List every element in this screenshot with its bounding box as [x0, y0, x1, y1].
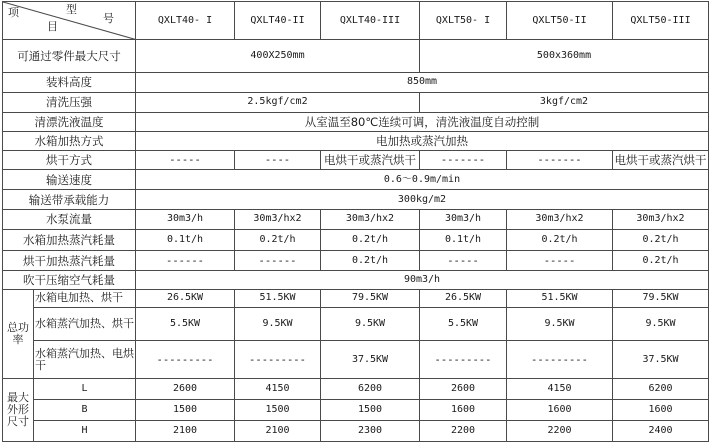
- row-dry-steam: [3, 251, 709, 271]
- value-cell: 2300: [321, 420, 420, 441]
- value-cell: 0.1t/h: [420, 229, 507, 251]
- value-cell: 9.5KW: [507, 308, 613, 341]
- value-cell: 0.2t/h: [613, 251, 709, 271]
- power-group-label: 总功率: [3, 289, 34, 379]
- value-cell: 1600: [613, 400, 709, 421]
- value-cell: 6200: [321, 379, 420, 400]
- value-cell: 5.5KW: [136, 308, 235, 341]
- value-cell: 30m3/h: [420, 209, 507, 229]
- value-cell: ---------: [136, 341, 235, 379]
- row-label: 吹干压缩空气耗量: [3, 271, 136, 290]
- value-cell: ---------: [507, 341, 613, 379]
- value-cell: -----: [136, 150, 235, 170]
- value-cell: 3kgf/cm2: [420, 92, 709, 112]
- value-cell: 30m3/hx2: [507, 209, 613, 229]
- row-label: 水箱蒸汽加热、烘干: [34, 308, 136, 341]
- model-header: QXLT40-II: [235, 2, 321, 40]
- row-dry-method: [3, 150, 709, 170]
- row-label: 烘干方式: [3, 150, 136, 170]
- row-label: 水箱加热方式: [3, 132, 136, 151]
- model-header: QXLT40-III: [321, 2, 420, 40]
- model-header: QXLT50-II: [507, 2, 613, 40]
- value-cell: 26.5KW: [420, 289, 507, 308]
- value-cell: 30m3/hx2: [321, 209, 420, 229]
- value-cell: ---------: [235, 341, 321, 379]
- value-cell: 2600: [420, 379, 507, 400]
- value-cell: 9.5KW: [613, 308, 709, 341]
- value-cell: 51.5KW: [235, 289, 321, 308]
- value-cell: 9.5KW: [321, 308, 420, 341]
- value-cell: -------: [507, 150, 613, 170]
- value-cell: 37.5KW: [613, 341, 709, 379]
- value-cell: 30m3/h: [136, 209, 235, 229]
- row-conveyor-capacity: [3, 190, 709, 210]
- value-cell: 79.5KW: [321, 289, 420, 308]
- row-label: 清漂洗液温度: [3, 112, 136, 132]
- row-label: 装料高度: [3, 73, 136, 93]
- value-cell: 1500: [136, 400, 235, 421]
- model-header: QXLT40- I: [136, 2, 235, 40]
- value-cell: 0.2t/h: [321, 251, 420, 271]
- value-cell: 2600: [136, 379, 235, 400]
- value-cell: 9.5KW: [235, 308, 321, 341]
- row-power-electric: [3, 289, 709, 308]
- value-cell: 2100: [136, 420, 235, 441]
- value-cell: 79.5KW: [613, 289, 709, 308]
- row-label: 清洗压强: [3, 92, 136, 112]
- value-cell: 90m3/h: [136, 271, 709, 290]
- row-power-steam: [3, 308, 709, 341]
- row-label: 输送速度: [3, 170, 136, 190]
- value-cell: ------: [235, 251, 321, 271]
- row-max-part: [3, 40, 709, 73]
- model-header: QXLT50-III: [613, 2, 709, 40]
- value-cell: 400X250mm: [136, 40, 420, 73]
- row-label: 水箱电加热、烘干: [34, 289, 136, 308]
- value-cell: 500x360mm: [420, 40, 709, 73]
- row-conveyor-speed: [3, 170, 709, 190]
- value-cell: 300kg/m2: [136, 190, 709, 210]
- value-cell: 2.5kgf/cm2: [136, 92, 420, 112]
- row-label: 可通过零件最大尺寸: [3, 40, 136, 73]
- value-cell: 5.5KW: [420, 308, 507, 341]
- row-load-height: [3, 73, 709, 93]
- corner-cell: [3, 2, 136, 40]
- corner-top-2: 号: [103, 12, 114, 25]
- row-label: 烘干加热蒸汽耗量: [3, 251, 136, 271]
- value-cell: 4150: [235, 379, 321, 400]
- value-cell: 1600: [507, 400, 613, 421]
- row-tank-heating: [3, 132, 709, 151]
- value-cell: 0.2t/h: [613, 229, 709, 251]
- row-label: 输送带承载能力: [3, 190, 136, 210]
- value-cell: 电烘干或蒸汽烘干: [613, 150, 709, 170]
- row-dim-b: [3, 400, 709, 421]
- value-cell: 850mm: [136, 73, 709, 93]
- value-cell: 2200: [507, 420, 613, 441]
- value-cell: 1600: [420, 400, 507, 421]
- row-label: 水泵流量: [3, 209, 136, 229]
- value-cell: 2200: [420, 420, 507, 441]
- dimension-group-label: 最大外形尺寸: [3, 379, 34, 442]
- value-cell: 2400: [613, 420, 709, 441]
- row-wash-pressure: [3, 92, 709, 112]
- value-cell: ----: [235, 150, 321, 170]
- row-power-steam-electric: [3, 341, 709, 379]
- row-label: B: [34, 400, 136, 421]
- value-cell: 0.2t/h: [507, 229, 613, 251]
- header-row: [3, 2, 709, 40]
- value-cell: 30m3/hx2: [235, 209, 321, 229]
- value-cell: -----: [420, 251, 507, 271]
- row-label: L: [34, 379, 136, 400]
- value-cell: 电烘干或蒸汽烘干: [321, 150, 420, 170]
- value-cell: 0.2t/h: [321, 229, 420, 251]
- value-cell: 0.1t/h: [136, 229, 235, 251]
- value-cell: -------: [420, 150, 507, 170]
- row-blow-air: [3, 271, 709, 290]
- value-cell: 37.5KW: [321, 341, 420, 379]
- model-header: QXLT50- I: [420, 2, 507, 40]
- corner-left-2: 目: [47, 20, 58, 33]
- row-label: 水箱蒸汽加热、电烘干: [34, 341, 136, 379]
- row-pump-flow: [3, 209, 709, 229]
- value-cell: 2100: [235, 420, 321, 441]
- row-dim-l: [3, 379, 709, 400]
- value-cell: 1500: [321, 400, 420, 421]
- corner-top-1: 型: [66, 3, 77, 16]
- value-cell: 4150: [507, 379, 613, 400]
- value-cell: 30m3/hx2: [613, 209, 709, 229]
- row-label: H: [34, 420, 136, 441]
- value-cell: 0.6～0.9m/min: [136, 170, 709, 190]
- value-cell: 6200: [613, 379, 709, 400]
- corner-left-1: 项: [8, 6, 19, 19]
- value-cell: 51.5KW: [507, 289, 613, 308]
- value-cell: 从室温至80℃连续可调，清洗液温度自动控制: [136, 112, 709, 132]
- row-rinse-temp: [3, 112, 709, 132]
- row-label: 水箱加热蒸汽耗量: [3, 229, 136, 251]
- value-cell: -----: [507, 251, 613, 271]
- value-cell: 0.2t/h: [235, 229, 321, 251]
- spec-table: [2, 1, 709, 442]
- value-cell: 1500: [235, 400, 321, 421]
- value-cell: ---------: [420, 341, 507, 379]
- value-cell: 26.5KW: [136, 289, 235, 308]
- value-cell: 电加热或蒸汽加热: [136, 132, 709, 151]
- value-cell: ------: [136, 251, 235, 271]
- row-tank-steam: [3, 229, 709, 251]
- row-dim-h: [3, 420, 709, 441]
